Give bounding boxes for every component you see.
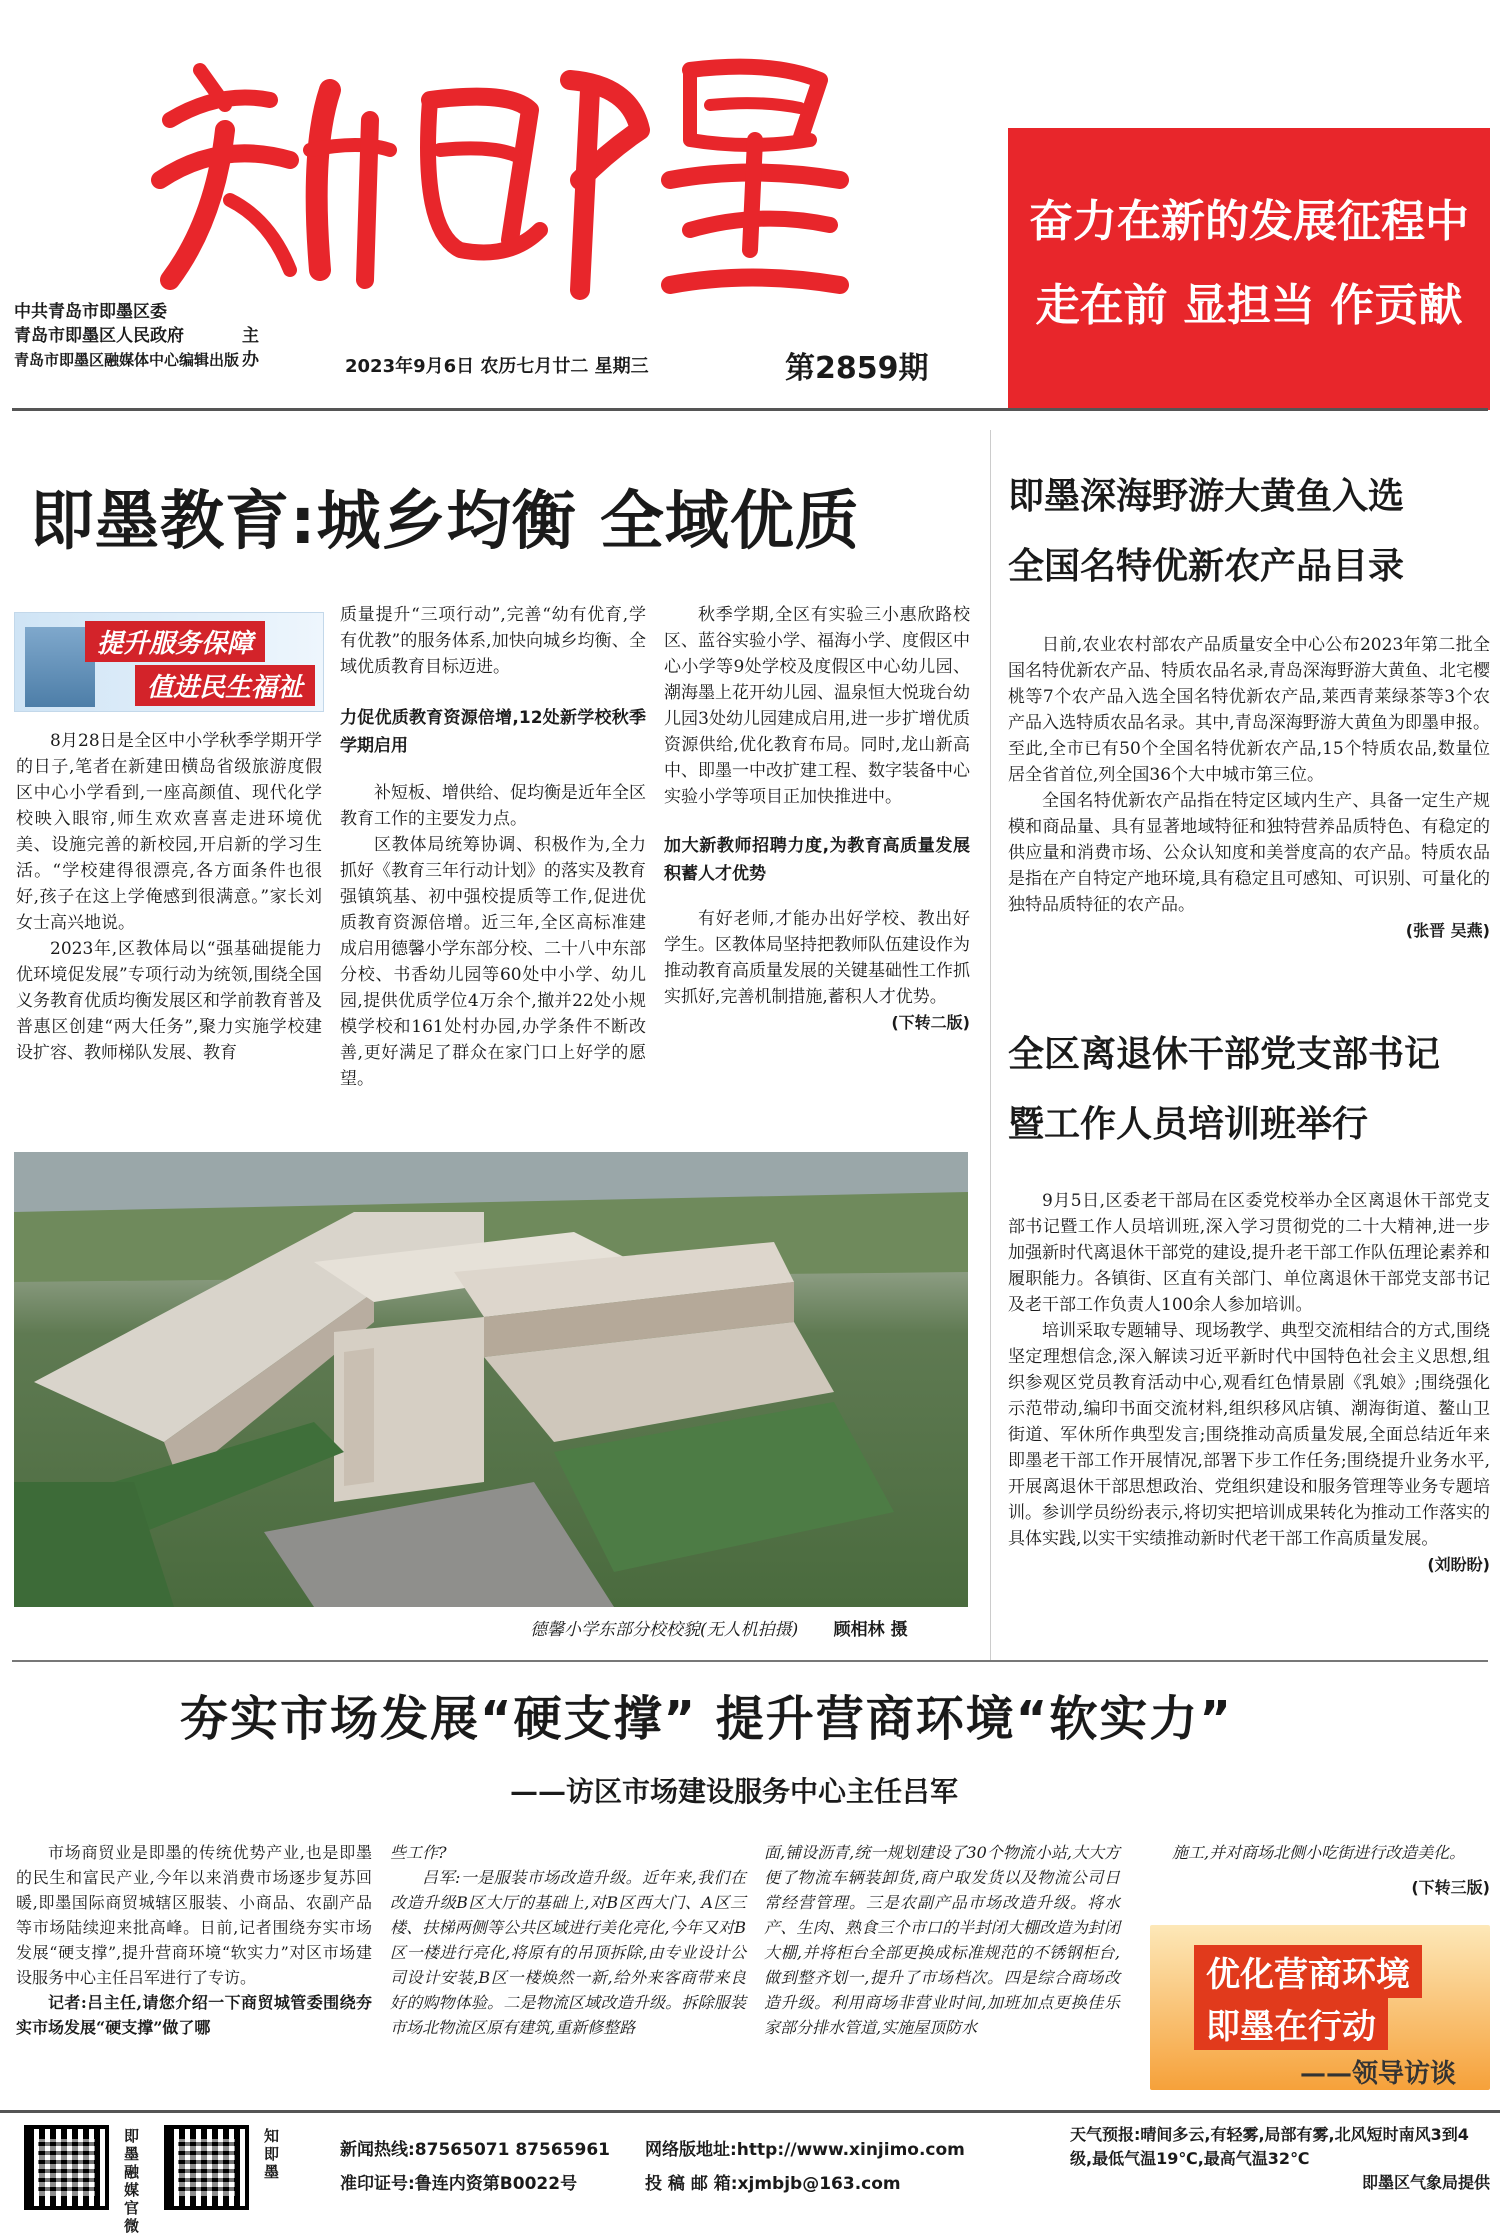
qr-label: 知即墨: [264, 2127, 280, 2181]
byline: (刘盼盼): [1427, 1555, 1490, 1574]
photo-caption: [530, 1615, 908, 1640]
footer-website[interactable]: 网络版地址:http://www.xinjimo.com: [645, 2140, 965, 2160]
banner-line: 值进民生福祉: [135, 665, 315, 706]
footer: [0, 2110, 1500, 2235]
slogan-line: 走在前 显担当 作贡献: [1035, 280, 1463, 331]
publisher-block: [14, 300, 259, 372]
paragraph: 8月28日是全区中小学秋季学期开学的日子,笔者在新建田横岛省级旅游度假区中心小学看到,一座高颜值、现代化学校映入眼帘,师生欢欢喜喜走进环境优美、设施完善的新校园,开启新的学习生活。“学校建得很漂亮,各方面条件也很好,孩子在这上学俺感到很满意。”家长刘女士高兴地说。: [16, 731, 322, 933]
section-rule: [12, 1660, 1488, 1662]
paragraph: 全国名特优新农产品指在特定区域内生产、具备一定生产规模和商品量、具有显著地域特征和独特营养品质特色、有稳定的供应量和消费市场、公众认知度和美誉度高的农产品。特质农品是指在产自特定产地环境,具有稳定且可感知、可识别、可量化的独特品质特征的农产品。: [1008, 791, 1490, 915]
paragraph: 面,铺设沥青,统一规划建设了30个物流小站,大大方便了物流车辆装卸货,商户取发货以及物流公司日常经营管理。三是农副产品市场改造升级。将水产、生肉、熟食三个市口的半封闭大棚改造为封闭大棚,并将柜台全部更换成标准规范的不锈钢柜台,做到整齐划一,提升了市场档次。四是综合商场改造升级。利用商场非营业时间,加班加点更换佳乐家部分排水管道,实施屋顶防水: [764, 1843, 1120, 2037]
article-headline: 全国名特优新农产品目录: [1008, 546, 1405, 587]
column-divider: [990, 430, 991, 1660]
issue-number: 第2859期: [785, 351, 929, 386]
paragraph: 培训采取专题辅导、现场教学、典型交流相结合的方式,围绕坚定理想信念,深入解读习近平新时代中国特色社会主义思想,组织参观区党员教育活动中心,观看红色情景剧《乳娘》;围绕强化示范带动,编印书面交流材料,组织移风店镇、潮海街道、鳌山卫街道、军休所作典型发言;围绕推动高质量发展,全面总结近年来即墨老干部工作开展情况,部署下步工作任务;围绕提升业务水平,开展离退休干部思想政治、党组织建设和服务管理等业务专题培训。参训学员纷纷表示,将切实把培训成果转化为推动工作落实的具体实践,以实干实绩推动新时代老干部工作高质量发展。: [1008, 1321, 1490, 1549]
slogan-line: 奋力在新的发展征程中: [1029, 196, 1469, 247]
paragraph: 施工,并对商场北侧小吃街进行改造美化。: [1172, 1843, 1466, 1862]
article-body: [1008, 632, 1490, 944]
masthead-rule: [12, 408, 1488, 411]
interview-headline: 夯实市场发展“硬支撑” 提升营商环境“软实力”: [180, 1691, 1233, 1747]
article-headline: 暨工作人员培训班举行: [1008, 1104, 1369, 1145]
article-headline: 全区离退休干部党支部书记: [1008, 1034, 1441, 1075]
caption-text: 德馨小学东部分校校貌(无人机拍摄): [530, 1620, 799, 1640]
promo-line: ——领导访谈: [1300, 2059, 1457, 2089]
paragraph: 2023年,区教体局以“强基础提能力优环境促发展”专项行动为统领,围绕全国义务教育优质均衡发展区和学前教育普及普惠区创建“两大任务”,聚力实施学校建设扩容、教师梯队发展、教育: [16, 939, 322, 1063]
paragraph: 市场商贸业是即墨的传统优势产业,也是即墨的民生和富民产业,今年以来消费市场逐步复苏回暖,即墨国际商贸城辖区服装、小商品、农副产品等市场陆续迎来批高峰。日前,记者围绕夯实市场发展“硬支撑”,提升营商环境“软实力”对区市场建设服务中心主任吕军进行了专访。: [16, 1843, 372, 1987]
jump-note: (下转三版): [1411, 1878, 1490, 1897]
paragraph: 区教体局统筹协调、积极作为,全力抓好《教育三年行动计划》的落实及教育强镇筑基、初中强校提质等工作,促进优质教育资源倍增。近三年,全区高标准建成启用德馨小学东部分校、二十八中东部分校、书香幼儿园等60处中小学、幼儿园,提供优质学位4万余个,撤并22处小规模学校和161处村办园,办学条件不断改善,更好满足了群众在家门口上好学的愿望。: [340, 835, 646, 1089]
qr-code[interactable]: [24, 2125, 109, 2210]
article-fish: [1008, 462, 1490, 944]
masthead-logo: [130, 30, 850, 330]
lead-column-3: [664, 602, 970, 1036]
photo-illustration: [14, 1152, 968, 1607]
paragraph: 质量提升“三项行动”,完善“幼有优育,学有优教”的服务体系,加快向城乡均衡、全域优质教育目标迈进。: [340, 605, 646, 677]
interview-subtitle: ——访区市场建设服务中心主任吕军: [510, 1775, 959, 1808]
promo-line: 优化营商环境: [1194, 1945, 1422, 1998]
footer-hotline: 新闻热线:87565071 87565961: [340, 2140, 610, 2160]
lead-column-1: [16, 728, 322, 1066]
jump-note: (下转二版): [891, 1013, 970, 1032]
paragraph: 有好老师,才能办出好学校、教出好学生。区教体局坚持把教师队伍建设作为推动教育高质量发展的关键基础性工作抓实抓好,完善机制措施,蓄积人才优势。: [664, 909, 970, 1007]
host-label: 主办: [242, 326, 259, 370]
subheading: 加大新教师招聘力度,为教育高质量发展积蓄人才优势: [664, 836, 970, 884]
qr-label: 即墨融媒官微: [124, 2127, 140, 2235]
question: 记者:吕主任,请您介绍一下商贸城管委围绕夯实市场发展“硬支撑”做了哪: [16, 1993, 372, 2037]
lead-headline: 即墨教育:城乡均衡 全域优质: [30, 485, 860, 559]
interview-column-3: [764, 1840, 1120, 2040]
paragraph: 日前,农业农村部农产品质量安全中心公布2023年第二批全国名特优新农产品、特质农品名录,青岛深海野游大黄鱼、北宅樱桃等7个农产品入选全国名特优新农产品,莱西青莱绿茶等3个农产品入选特质农品名录。其中,青岛深海野游大黄鱼为即墨申报。至此,全市已有50个全国名特优新农产品,15个特质农品,数量位居全省首位,列全国36个大中城市第三位。: [1008, 635, 1490, 785]
interview-column-2: [390, 1840, 746, 2040]
promo-box: [1150, 1925, 1490, 2090]
weather-text: 天气预报:晴间多云,有轻雾,局部有雾,北风短时南风3到4级,最低气温19℃,最高气温32℃: [1070, 2125, 1469, 2168]
paragraph: 9月5日,区委老干部局在区委党校举办全区离退休干部党支部书记暨工作人员培训班,深入学习贯彻党的二十大精神,进一步加强新时代离退休干部党的建设,提升老干部工作队伍理论素养和履职能力。各镇街、区直有关部门、单位离退休干部党支部书记及老干部工作负责人100余人参加培训。: [1008, 1191, 1490, 1315]
section-banner: [14, 612, 324, 712]
publisher-line: 青岛市即墨区融媒体中心编辑出版: [14, 351, 240, 369]
weather-source: 即墨区气象局提供: [1361, 2173, 1490, 2192]
school-aerial-photo: [14, 1152, 968, 1607]
article-headline: 即墨深海野游大黄鱼入选: [1008, 476, 1405, 517]
paragraph: 秋季学期,全区有实验三小惠欣路校区、蓝谷实验小学、福海小学、度假区中心小学等9处学校及度假区中心幼儿园、潮海墨上花开幼儿园、温泉恒大悦珑台幼儿园3处幼儿园建成启用,进一步扩增优质资源供给,优化教育布局。同时,龙山新高中、即墨一中改扩建工程、数字装备中心实验小学等项目正加快推进中。: [664, 605, 970, 807]
interview-column-1: [16, 1840, 372, 2040]
date-line: 2023年9月6日 农历七月廿二 星期三: [345, 356, 649, 377]
banner-line: 提升服务保障: [85, 621, 265, 662]
byline: (张晋 吴燕): [1405, 921, 1490, 940]
subheading: 力促优质教育资源倍增,12处新学校秋季学期启用: [340, 708, 646, 756]
slogan-box: [1008, 128, 1490, 410]
photo-credit: 顾相林 摄: [833, 1620, 908, 1640]
article-training: [1008, 1020, 1490, 1578]
footer-license: 准印证号:鲁连内资第B0022号: [340, 2174, 578, 2194]
article-body: [1008, 1188, 1490, 1578]
footer-email[interactable]: 投 稿 邮 箱:xjmbjb@163.com: [645, 2174, 901, 2194]
interview-column-4: [1140, 1840, 1490, 1900]
promo-line: 即墨在行动: [1194, 1997, 1388, 2050]
paragraph: 些工作?: [390, 1843, 447, 1862]
weather-forecast: [1070, 2123, 1490, 2195]
answer: 吕军:一是服装市场改造升级。近年来,我们在改造升级B区大厅的基础上,对B区西大门、A区三楼、扶梯两侧等公共区域进行美化亮化,今年又对B区一楼进行亮化,将原有的吊顶拆除,由专业设计公司设计安装,B区一楼焕然一新,给外来客商带来良好的购物体验。二是物流区域改造升级。拆除服装市场北物流区原有建筑,重新修整路: [390, 1868, 746, 2037]
lead-column-2: [340, 602, 646, 1092]
paragraph: 补短板、增供给、促均衡是近年全区教育工作的主要发力点。: [340, 783, 646, 829]
publisher-line: 青岛市即墨区人民政府: [14, 326, 184, 346]
qr-code[interactable]: [164, 2125, 249, 2210]
publisher-line: 中共青岛市即墨区委: [14, 302, 167, 322]
